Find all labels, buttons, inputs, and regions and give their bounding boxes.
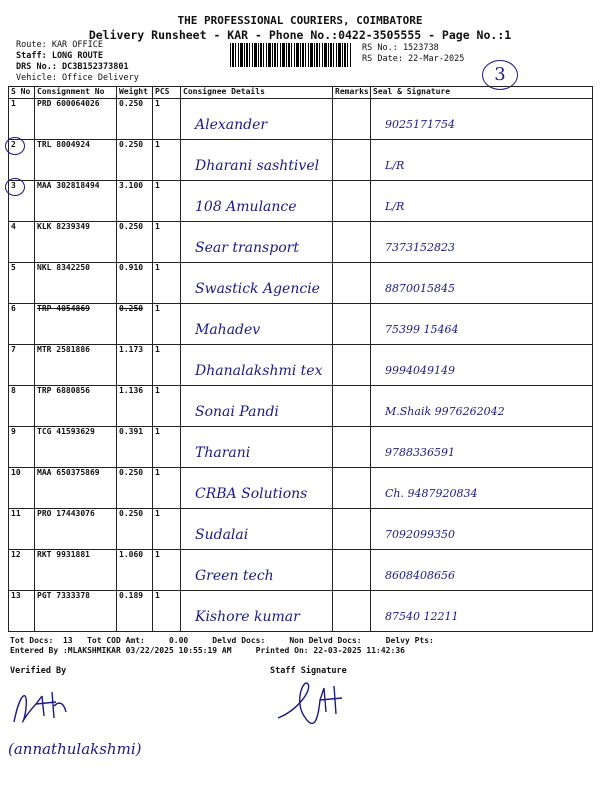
table-row (9, 509, 593, 550)
table-row (9, 591, 593, 632)
runsheet-table (8, 86, 592, 632)
cell-remarks (333, 509, 371, 550)
consignee-handwriting: Alexander (195, 117, 268, 133)
consignee-handwriting: Sudalai (195, 527, 249, 543)
cell-consignee (181, 386, 333, 427)
header-remarks: Remarks (333, 87, 371, 99)
cell-seal-signature (371, 550, 593, 591)
cell-sno: 12 (9, 550, 35, 591)
cell-sno: 11 (9, 509, 35, 550)
cell-consignment: KLK 8239349 (35, 222, 117, 263)
cell-consignment: PGT 7333378 (35, 591, 117, 632)
cell-pcs: 1 (153, 263, 181, 304)
cell-weight: 0.189 (117, 591, 153, 632)
signature-handwriting: 8870015845 (385, 282, 455, 295)
meta-left (16, 40, 139, 84)
cell-weight: 1.136 (117, 386, 153, 427)
route: Route: KAR OFFICE (16, 40, 103, 50)
consignee-handwriting: Dharani sashtivel (195, 158, 320, 174)
cell-pcs: 1 (153, 345, 181, 386)
cell-sno: 1 (9, 99, 35, 140)
cell-pcs: 1 (153, 427, 181, 468)
cell-weight: 0.250 (117, 99, 153, 140)
entered-line: Entered By :MLAKSHMIKAR 03/22/2025 10:55:19 AM Printed On: 22-03-2025 11:42:36 (10, 646, 405, 655)
cell-consignee (181, 468, 333, 509)
cell-consignee (181, 550, 333, 591)
cell-seal-signature (371, 99, 593, 140)
cell-pcs: 1 (153, 304, 181, 345)
signature-handwriting: 7373152823 (385, 241, 455, 254)
cell-pcs: 1 (153, 509, 181, 550)
table-header-row (9, 87, 593, 99)
cell-sno: 2 (9, 140, 35, 181)
cell-consignee (181, 304, 333, 345)
signature-handwriting: 87540 12211 (385, 610, 459, 623)
table-row (9, 140, 593, 181)
meta-right (362, 43, 464, 65)
cell-remarks (333, 263, 371, 304)
cell-sno: 8 (9, 386, 35, 427)
cell-seal-signature (371, 345, 593, 386)
cell-weight: 0.250 (117, 140, 153, 181)
consignee-handwriting: Sear transport (195, 240, 299, 256)
signature-handwriting: 9994049149 (385, 364, 455, 377)
cell-seal-signature (371, 468, 593, 509)
cell-consignee (181, 99, 333, 140)
header-seal-signature: Seal & Signature (371, 87, 593, 99)
cell-pcs: 1 (153, 99, 181, 140)
signature-handwriting: L/R (385, 200, 405, 213)
consignee-handwriting: Tharani (195, 445, 251, 461)
cell-pcs: 1 (153, 181, 181, 222)
cell-seal-signature (371, 386, 593, 427)
cell-pcs: 1 (153, 468, 181, 509)
cell-seal-signature (371, 263, 593, 304)
table-row (9, 468, 593, 509)
cell-remarks (333, 591, 371, 632)
cell-weight: 0.250 (117, 468, 153, 509)
cell-remarks (333, 222, 371, 263)
cell-consignee (181, 345, 333, 386)
table-row (9, 345, 593, 386)
signature-handwriting: 9025171754 (385, 118, 455, 131)
cell-sno: 7 (9, 345, 35, 386)
table-row (9, 181, 593, 222)
sno-circle-mark (5, 137, 25, 155)
cell-weight: 0.250 (117, 509, 153, 550)
cell-seal-signature (371, 591, 593, 632)
cell-pcs: 1 (153, 550, 181, 591)
consignee-handwriting: Dhanalakshmi tex (195, 363, 323, 379)
signature-handwriting: 7092099350 (385, 528, 455, 541)
header-sno: S No (9, 87, 35, 99)
signature-handwriting: 75399 15464 (385, 323, 459, 336)
staff-signature (268, 680, 358, 726)
verified-signature (6, 682, 76, 728)
cell-weight: 0.250 (117, 222, 153, 263)
table-row (9, 99, 593, 140)
cell-sno: 5 (9, 263, 35, 304)
header-consignment: Consignment No (35, 87, 117, 99)
consignee-handwriting: Swastick Agencie (195, 281, 320, 297)
cell-seal-signature (371, 181, 593, 222)
cell-consignee (181, 427, 333, 468)
verified-by-label: Verified By (10, 666, 67, 676)
cell-consignee (181, 222, 333, 263)
cell-remarks (333, 550, 371, 591)
header-consignee: Consignee Details (181, 87, 333, 99)
cell-pcs: 1 (153, 222, 181, 263)
cell-consignee (181, 591, 333, 632)
header-weight: Weight (117, 87, 153, 99)
runsheet-title: Delivery Runsheet - KAR - Phone No.:0422-3505555 - Page No.:1 (88, 28, 512, 42)
cell-remarks (333, 181, 371, 222)
cell-seal-signature (371, 222, 593, 263)
cell-remarks (333, 468, 371, 509)
signature-handwriting: M.Shaik 9976262042 (385, 405, 505, 418)
signature-handwriting: 8608408656 (385, 569, 455, 582)
signature-handwriting: Ch. 9487920834 (385, 487, 478, 500)
cell-consignment: TRL 8004924 (35, 140, 117, 181)
cell-weight: 0.910 (117, 263, 153, 304)
page-mark: 3 (482, 60, 518, 90)
cell-sno: 6 (9, 304, 35, 345)
cell-weight: 0.391 (117, 427, 153, 468)
drs-number: DRS No.: DC3B152373801 (16, 62, 129, 72)
table-row (9, 263, 593, 304)
table-row (9, 304, 593, 345)
table-row (9, 222, 593, 263)
company-title: THE PROFESSIONAL COURIERS, COIMBATORE (177, 14, 423, 27)
consignee-handwriting: CRBA Solutions (195, 486, 308, 502)
cell-remarks (333, 386, 371, 427)
cell-pcs: 1 (153, 140, 181, 181)
cell-seal-signature (371, 509, 593, 550)
cell-remarks (333, 427, 371, 468)
cell-consignment: PRO 17443076 (35, 509, 117, 550)
cell-consignee (181, 181, 333, 222)
cell-consignment: PRD 600064026 (35, 99, 117, 140)
cell-weight: 3.100 (117, 181, 153, 222)
cell-consignee (181, 140, 333, 181)
cell-remarks (333, 345, 371, 386)
cell-consignment: MTR 2581886 (35, 345, 117, 386)
cell-sno: 9 (9, 427, 35, 468)
handwritten-name: (annathulakshmi) (8, 740, 142, 758)
consignee-handwriting: Mahadev (195, 322, 261, 338)
totals-line: Tot Docs: 13 Tot COD Amt: 0.00 Delvd Docs: Non Delvd Docs: Delvy Pts: (10, 636, 434, 645)
vehicle: Vehicle: Office Delivery (16, 73, 139, 83)
staff-signature-label: Staff Signature (270, 666, 347, 676)
barcode (230, 43, 352, 67)
table-row (9, 550, 593, 591)
cell-remarks (333, 99, 371, 140)
consignee-handwriting: Sonai Pandi (195, 404, 279, 420)
cell-weight: 1.060 (117, 550, 153, 591)
rs-number: RS No.: 1523738 (362, 43, 439, 53)
cell-seal-signature (371, 140, 593, 181)
cell-remarks (333, 140, 371, 181)
cell-sno: 13 (9, 591, 35, 632)
cell-pcs: 1 (153, 386, 181, 427)
cell-seal-signature (371, 304, 593, 345)
header-pcs: PCS (153, 87, 181, 99)
consignee-handwriting: 108 Amulance (195, 199, 297, 215)
sno-circle-mark (5, 178, 25, 196)
table-row (9, 386, 593, 427)
cell-consignment: MAA 302818494 (35, 181, 117, 222)
cell-pcs: 1 (153, 591, 181, 632)
cell-seal-signature (371, 427, 593, 468)
staff: Staff: LONG ROUTE (16, 51, 103, 61)
signature-handwriting: 9788336591 (385, 446, 455, 459)
cell-sno: 10 (9, 468, 35, 509)
cell-sno: 3 (9, 181, 35, 222)
cell-weight: 1.173 (117, 345, 153, 386)
cell-consignment: TRP 4054869 (35, 304, 117, 345)
cell-consignment: RKT 9931881 (35, 550, 117, 591)
consignee-handwriting: Kishore kumar (195, 609, 300, 625)
signature-handwriting: L/R (385, 159, 405, 172)
cell-consignment: TRP 6880856 (35, 386, 117, 427)
rs-date: RS Date: 22-Mar-2025 (362, 54, 465, 64)
cell-consignee (181, 509, 333, 550)
cell-remarks (333, 304, 371, 345)
table-row (9, 427, 593, 468)
cell-sno: 4 (9, 222, 35, 263)
cell-consignment: MAA 650375869 (35, 468, 117, 509)
consignee-handwriting: Green tech (195, 568, 274, 584)
cell-weight: 0.250 (117, 304, 153, 345)
cell-consignment: TCG 41593629 (35, 427, 117, 468)
cell-consignment: NKL 8342250 (35, 263, 117, 304)
cell-consignee (181, 263, 333, 304)
